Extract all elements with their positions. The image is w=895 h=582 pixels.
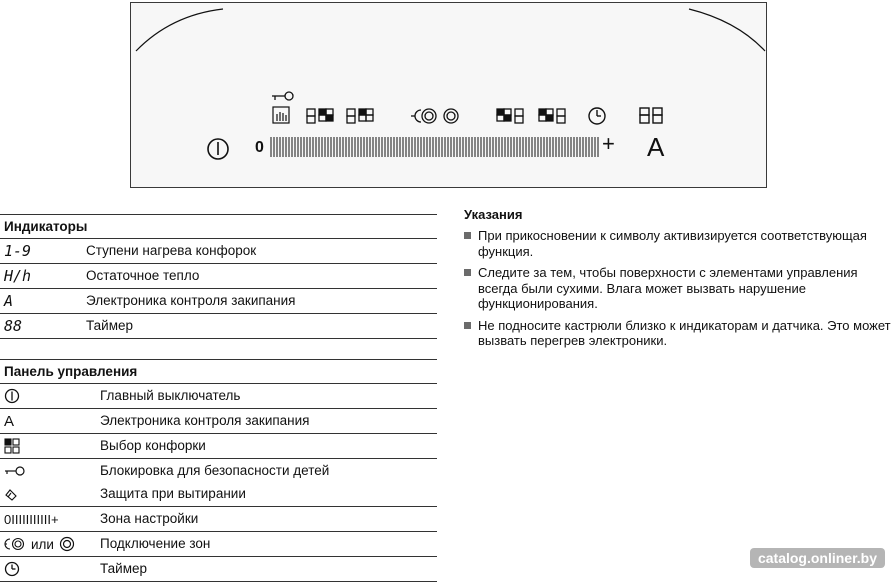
- row-text: Ступени нагрева конфорок: [86, 243, 257, 258]
- row-text: Главный выключатель: [100, 388, 241, 403]
- slider-zone: [271, 137, 598, 157]
- row-text: Защита при вытирании: [100, 486, 246, 501]
- boil-control-button: A: [647, 132, 665, 162]
- slider-symbol: 0IIIIIIIIIII+: [4, 511, 59, 527]
- bullet-icon: [464, 232, 471, 239]
- boil-control-symbol: A: [4, 412, 15, 430]
- zone-link-icon: [411, 109, 458, 123]
- timer-symbol: 88: [4, 317, 23, 335]
- wipe-hand-icon: [4, 484, 18, 504]
- zone-link-symbols: [4, 532, 75, 556]
- note-item: [464, 318, 895, 349]
- power-icon: [4, 384, 20, 408]
- key-icon: [4, 459, 26, 483]
- control-panel-table: [0, 359, 437, 582]
- table-row: [0, 314, 437, 339]
- bullet-icon: [464, 269, 471, 276]
- table-row: [0, 434, 437, 459]
- notes-section: [464, 206, 895, 355]
- table-row: [0, 557, 437, 582]
- timer-display: [640, 108, 662, 123]
- boil-control-symbol: A: [4, 292, 14, 310]
- row-text: Блокировка для безопасности детей: [100, 463, 330, 478]
- slider-zero-label: 0: [255, 139, 264, 156]
- note-text: При прикосновении к символу активизируется соответствующая функция.: [478, 228, 867, 259]
- zone-3-display: [497, 109, 523, 123]
- watermark: catalog.onliner.by: [750, 548, 885, 568]
- table-row: [0, 384, 437, 409]
- indicators-title: Индикаторы: [0, 215, 437, 239]
- notes-title: Указания: [464, 207, 523, 222]
- zone-2-display: [347, 109, 373, 123]
- zone-4-display: [539, 109, 565, 123]
- table-row: [0, 409, 437, 434]
- table-row: [0, 459, 437, 507]
- double-ring-icon: [59, 536, 75, 552]
- row-text: Таймер: [100, 561, 147, 576]
- note-text: Не подносите кастрюли близко к индикаторам и датчика. Это может вызвать перегрев электроники.: [478, 317, 891, 348]
- zone-select-icon: [4, 434, 20, 458]
- row-text: Остаточное тепло: [86, 268, 200, 283]
- table-row: [0, 507, 437, 532]
- panel-drawing: [131, 3, 768, 189]
- table-row: [0, 289, 437, 314]
- row-text: Электроника контроля закипания: [86, 293, 296, 308]
- row-text: Таймер: [86, 318, 133, 333]
- wipe-hand-icon: [273, 107, 289, 123]
- or-label: или: [31, 536, 54, 552]
- clock-icon: [589, 108, 605, 124]
- bullet-icon: [464, 322, 471, 329]
- zone-link-icon: [4, 537, 26, 551]
- row-text: Зона настройки: [100, 511, 199, 526]
- power-icon: [208, 139, 228, 159]
- table-row: [0, 532, 437, 557]
- row-text: Электроника контроля закипания: [100, 413, 310, 428]
- table-row: [0, 264, 437, 289]
- row-text: Подключение зон: [100, 536, 211, 551]
- indicators-table: [0, 214, 437, 339]
- right-zone-arc: [689, 9, 765, 51]
- key-icon: [272, 92, 293, 100]
- row-text: Выбор конфорки: [100, 438, 206, 453]
- heat-levels-symbol: 1-9: [4, 242, 32, 260]
- control-panel-title: Панель управления: [0, 360, 437, 384]
- note-text: Следите за тем, чтобы поверхности с элементами управления всегда были сухими. Влага может вызвать нарушение функционирования.: [478, 265, 858, 311]
- control-panel-illustration: [130, 2, 767, 188]
- zone-1-display: [307, 109, 333, 123]
- table-row: [0, 239, 437, 264]
- note-item: [464, 265, 895, 312]
- residual-heat-symbol: H/h: [4, 267, 32, 285]
- note-item: [464, 228, 895, 259]
- clock-icon: [4, 557, 20, 581]
- slider-plus-label: +: [602, 131, 615, 156]
- left-zone-arc: [136, 9, 223, 51]
